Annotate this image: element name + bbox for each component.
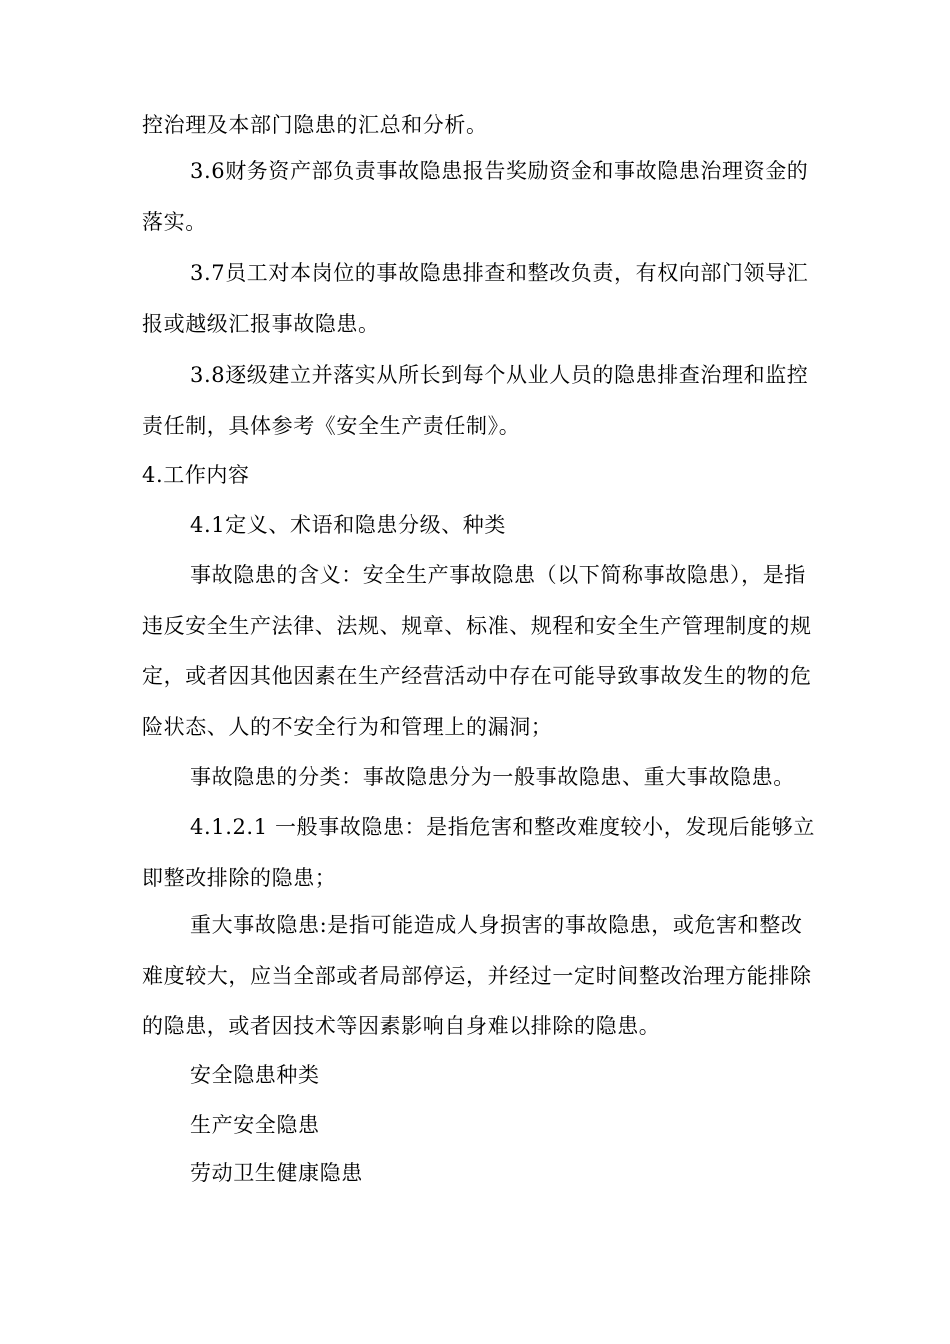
list-item-labor-health: 劳动卫生健康隐患 [190,1161,363,1185]
paragraph-3-7: 3.7员工对本岗位的事故隐患排查和整改负责，有权向部门领导汇报或越级汇报事故隐患。 [142,261,809,336]
paragraph-continuation: 控治理及本部门隐患的汇总和分析。 [142,113,488,137]
list-item-hazard-types: 安全隐患种类 [190,1063,320,1087]
paragraph-major-hazard: 重大事故隐患:是指可能造成人身损害的事故隐患，或危害和整改难度较大，应当全部或者局部停运，并经过一定时间整改治理方能排除的隐患，或者因技术等因素影响自身难以排除的隐患。 [142,913,812,1038]
paragraph-hazard-classification: 事故隐患的分类：事故隐患分为一般事故隐患、重大事故隐患。 [190,765,795,789]
section-heading-4: 4.工作内容 [142,463,250,487]
paragraph-general-hazard: 4.1.2.1 一般事故隐患：是指危害和整改难度较小，发现后能够立即整改排除的隐患； [142,815,815,890]
subsection-heading-4-1: 4.1定义、术语和隐患分级、种类 [190,513,506,537]
paragraph-hazard-definition: 事故隐患的含义：安全生产事故隐患（以下简称事故隐患），是指违反安全生产法律、法规、规章、标准、规程和安全生产管理制度的规定，或者因其他因素在生产经营活动中存在可能导致事故发生的物的危险状态、人的不安全行为和管理上的漏洞； [142,563,812,739]
paragraph-3-6: 3.6财务资产部负责事故隐患报告奖励资金和事故隐患治理资金的落实。 [142,159,809,234]
list-item-production-safety: 生产安全隐患 [190,1113,320,1137]
paragraph-3-8: 3.8逐级建立并落实从所长到每个从业人员的隐患排查治理和监控责任制，具体参考《安全生产责任制》。 [142,363,809,438]
